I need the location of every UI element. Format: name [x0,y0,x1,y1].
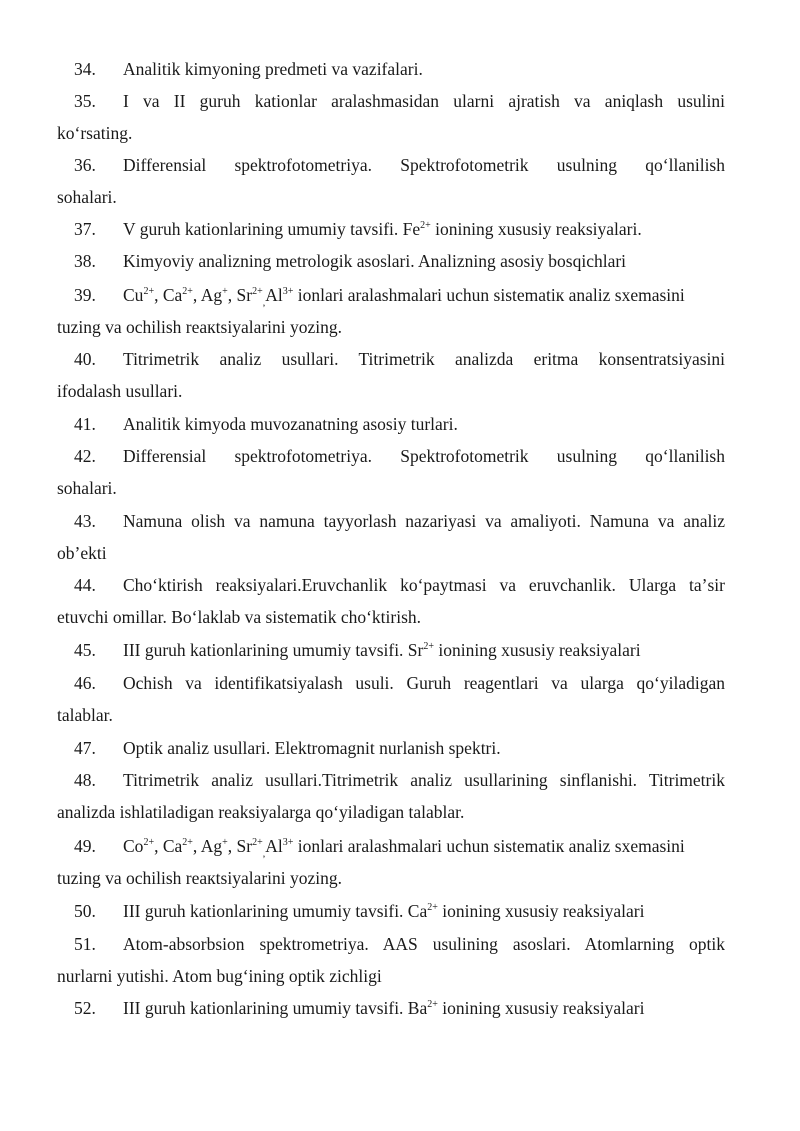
list-item [57,440,725,504]
text-part: ionlari aralashmalari uchun sistematiк analiz sxemasini [293,285,685,305]
item-number: 35. [74,91,96,111]
item-number: 44. [74,575,96,595]
ion-symbol: , Sr [227,836,253,856]
ion-symbol: , Ca [154,285,183,305]
item-number: 48. [74,770,96,790]
item-text: Atom-absorbsion spektrometriya. AAS usulining asoslari. Atomlarning optik [123,934,725,954]
item-text-continued: tuzing va ochilish reaкtsiyalarini yozing. [57,868,343,888]
item-text: Namuna olish va namuna tayyorlash nazariyasi va amaliyoti. Namuna va analiz [123,511,725,531]
item-number: 51. [74,934,96,954]
list-item [57,732,725,764]
item-number: 36. [74,155,96,175]
item-text: Choʻktirish reaksiyalari.Eruvchanlik koʻpaytmasi va eruvchanlik. Ularga taʼsir [123,575,725,595]
item-text: I va II guruh kationlar aralashmasidan ularni ajratish va aniqlash usulini [123,91,725,111]
ion-symbol: , Ag [192,836,223,856]
text-part: ionining xususiy reaksiyalari [434,640,641,660]
item-text [57,279,725,311]
ion-symbol: Al [265,836,283,856]
item-number: 38. [74,251,96,271]
list-item [57,149,725,213]
ion-symbol: , Ag [192,285,223,305]
item-number: 42. [74,446,96,466]
item-number: 37. [74,219,96,239]
text-part: III guruh kationlarining umumiy tavsifi. Ba [123,998,428,1018]
ion-charge: 2+ [423,641,435,653]
item-text: Titrimetrik analiz usullari. Titrimetrik analizda eritma konsentratsiyasini [123,349,725,369]
item-text [57,634,725,666]
list-item [57,634,725,666]
ion-charge: 2+ [427,902,438,914]
ion-charge: 2+ [182,837,193,849]
item-text-continued: obʼekti [57,543,107,563]
item-text: Differensial spektrofotometriya. Spektrofotometrik usulning qoʻllanilish [123,446,725,466]
ion-charge: 2+ [143,837,155,849]
ion-charge: 2+ [420,220,431,232]
list-item [57,343,725,407]
item-number: 41. [74,414,96,434]
list-item [57,764,725,828]
ion-charge: + [222,837,228,849]
list-item [57,408,725,440]
item-number: 34. [74,59,96,79]
list-item [57,53,725,85]
list-item [57,569,725,633]
ion-charge: + [222,286,228,298]
ion-charge: 3+ [282,286,294,298]
list-item [57,895,725,927]
item-number: 39. [74,285,96,305]
item-text-continued: tuzing va ochilish reaкtsiyalarini yozing. [57,317,343,337]
item-text-continued: ifodalash usullari. [57,381,183,401]
item-number: 50. [74,901,96,921]
item-text [57,830,725,862]
ion-charge: 2+ [427,999,438,1011]
item-text [57,213,725,245]
ion-symbol: , Ca [154,836,183,856]
item-number: 52. [74,998,96,1018]
item-number: 40. [74,349,96,369]
ion-symbol: Al [265,285,283,305]
ion-separator: , [262,297,266,309]
ion-symbol: , Sr [227,285,253,305]
text-part: V guruh kationlarining umumiy tavsifi. Fe [123,219,421,239]
item-number: 45. [74,640,96,660]
item-text-continued: etuvchi omillar. Boʻlaklab va sistematik choʻktirish. [57,607,422,627]
item-text-continued: sohalari. [57,187,117,207]
item-text: Differensial spektrofotometriya. Spektrofotometrik usulning qoʻllanilish [123,155,725,175]
list-item [57,279,725,343]
text-part: ionining xususiy reaksiyalari. [430,219,642,239]
item-number: 49. [74,836,96,856]
text-part: III guruh kationlarining umumiy tavsifi. Ca [123,901,428,921]
item-text [57,895,725,927]
item-number: 47. [74,738,96,758]
item-text-continued: talablar. [57,705,113,725]
text-part: ionining xususiy reaksiyalari [437,998,645,1018]
ion-charge: 2+ [143,286,155,298]
item-text [57,992,725,1024]
ion-separator: , [262,848,266,860]
list-item [57,667,725,731]
ion-charge: 3+ [282,837,294,849]
ion-symbol: Co [123,836,144,856]
text-part: ionlari aralashmalari uchun sistematiк analiz sxemasini [293,836,685,856]
list-item [57,928,725,992]
item-text-continued: nurlarni yutishi. Atom bugʻining optik zichligi [57,966,382,986]
list-item [57,830,725,894]
item-text: Analitik kimyoda muvozanatning asosiy turlari. [123,414,458,434]
list-item [57,992,725,1024]
ion-charge: 2+ [252,286,263,298]
text-part: III guruh kationlarining umumiy tavsifi. Sr [123,640,424,660]
item-text-continued: koʻrsating. [57,123,133,143]
item-text-continued: sohalari. [57,478,117,498]
list-item [57,213,725,245]
text-part: ionining xususiy reaksiyalari [437,901,645,921]
item-text: Kimyoviy analizning metrologik asoslari. Analizning asosiy bosqichlari [123,251,627,271]
item-number: 46. [74,673,96,693]
ion-charge: 2+ [252,837,263,849]
item-text: Analitik kimyoning predmeti va vazifalari. [123,59,423,79]
item-text: Titrimetrik analiz usullari.Titrimetrik analiz usullarining sinflanishi. Titrimetrik [123,770,725,790]
item-text-continued: analizda ishlatiladigan reaksiyalarga qoʻyiladigan talablar. [57,802,465,822]
ion-charge: 2+ [182,286,193,298]
list-item [57,505,725,569]
item-text: Optik analiz usullari. Elektromagnit nurlanish spektri. [123,738,501,758]
item-number: 43. [74,511,96,531]
list-item [57,245,725,277]
item-text: Ochish va identifikatsiyalash usuli. Guruh reagentlari va ularga qoʻyiladigan [123,673,725,693]
list-item [57,85,725,149]
ion-symbol: Cu [123,285,144,305]
